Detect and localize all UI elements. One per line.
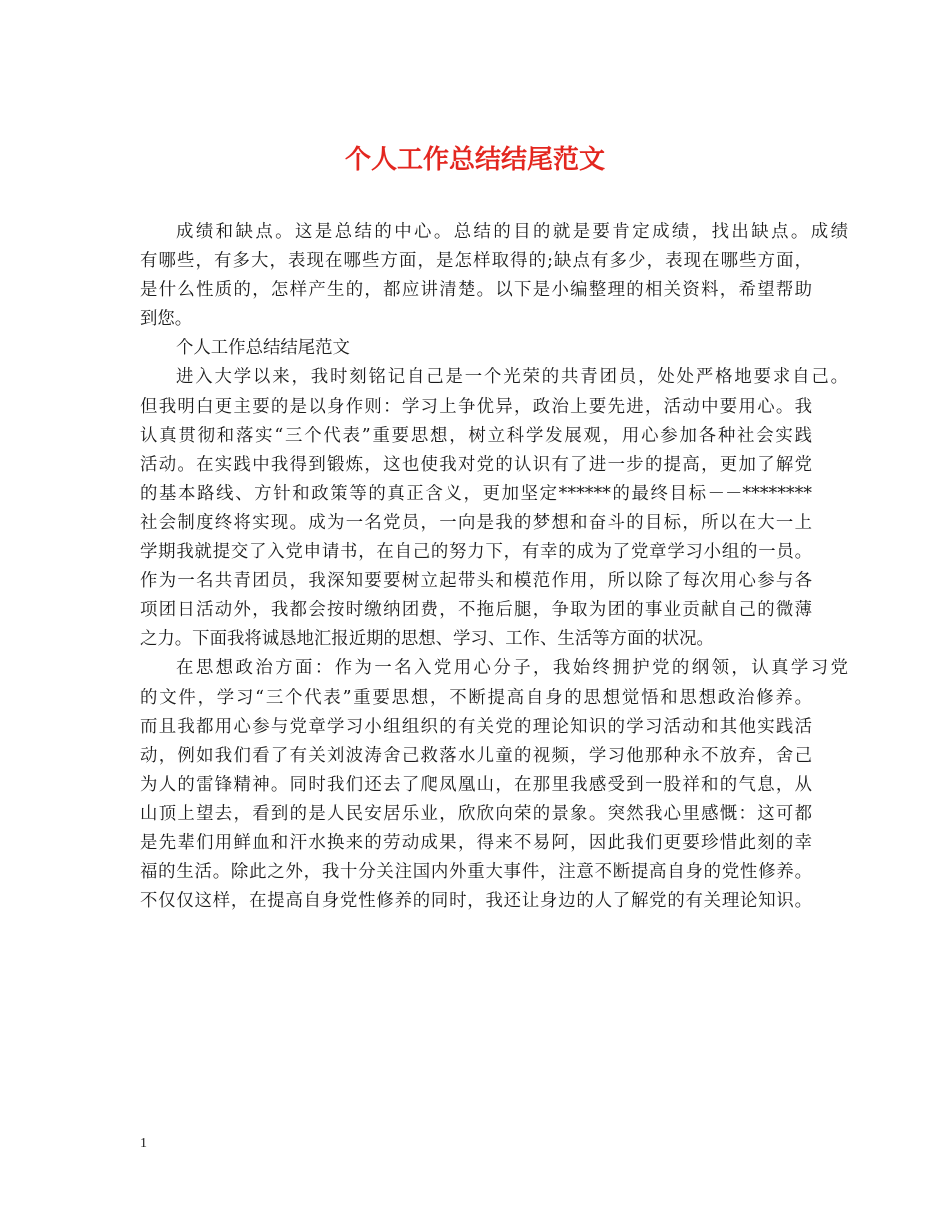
text-line: 而且我都用心参与党章学习小组组织的有关党的理论知识的学习活动和其他实践活: [140, 716, 812, 737]
text-line: 为人的雷锋精神。同时我们还去了爬凤凰山，在那里我感受到一股祥和的气息，从: [140, 774, 812, 795]
text-line: 活动。在实践中我得到锻炼，这也使我对党的认识有了进一步的提高，更加了解党: [140, 454, 812, 475]
text-line: 进入大学以来，我时刻铭记自己是一个光荣的共青团员，处处严格地要求自己。: [176, 367, 848, 388]
text-line: 有哪些，有多大，表现在哪些方面，是怎样取得的;缺点有多少，表现在哪些方面，: [140, 251, 812, 272]
text-line: 的文件，学习“三个代表”重要思想，不断提高自身的思想觉悟和思想政治修养。: [140, 687, 812, 708]
text-line: 成绩和缺点。这是总结的中心。总结的目的就是要肯定成绩，找出缺点。成绩: [176, 222, 848, 242]
text-line: 学期我就提交了入党申请书，在自己的努力下，有幸的成为了党章学习小组的一员。: [140, 542, 812, 563]
text-line: 到您。: [140, 309, 193, 330]
text-line: 但我明白更主要的是以身作则：学习上争优异，政治上要先进，活动中要用心。我: [140, 396, 812, 417]
text-line: 之力。下面我将诚恳地汇报近期的思想、学习、工作、生活等方面的状况。: [140, 629, 714, 650]
text-line: 在思想政治方面：作为一名入党用心分子，我始终拥护党的纲领，认真学习党: [176, 658, 848, 679]
text-line: 项团日活动外，我都会按时缴纳团费，不拖后腿，争取为团的事业贡献自己的微薄: [140, 600, 812, 621]
text-line: 福的生活。除此之外，我十分关注国内外重大事件，注意不断提高自身的党性修养。: [140, 862, 812, 883]
text-line: 是先辈们用鲜血和汗水换来的劳动成果，得来不易阿，因此我们更要珍惜此刻的幸: [140, 832, 812, 853]
text-line: 不仅仅这样，在提高自身党性修养的同时，我还让身边的人了解党的有关理论知识。: [140, 891, 812, 912]
document-body: [140, 218, 848, 916]
text-line: 是什么性质的，怎样产生的，都应讲清楚。以下是小编整理的相关资料，希望帮助: [140, 280, 812, 301]
page-number: 1: [140, 1136, 147, 1151]
section-heading: 个人工作总结结尾范文: [176, 338, 350, 359]
text-line: 山顶上望去，看到的是人民安居乐业，欣欣向荣的景象。突然我心里感慨：这可都: [140, 803, 812, 824]
document-title: 个人工作总结结尾范文: [344, 145, 605, 175]
text-line: 认真贯彻和落实“三个代表”重要思想，树立科学发展观，用心参加各种社会实践: [140, 425, 812, 446]
text-line: 的基本路线、方针和政策等的真正含义，更加坚定******的最终目标－－********: [140, 483, 812, 504]
text-line: 社会制度终将实现。成为一名党员，一向是我的梦想和奋斗的目标，所以在大一上: [140, 512, 812, 533]
text-line: 动，例如我们看了有关刘波涛舍己救落水儿童的视频，学习他那种永不放弃，舍己: [140, 745, 812, 766]
text-line: 作为一名共青团员，我深知要要树立起带头和模范作用，所以除了每次用心参与各: [140, 571, 812, 592]
